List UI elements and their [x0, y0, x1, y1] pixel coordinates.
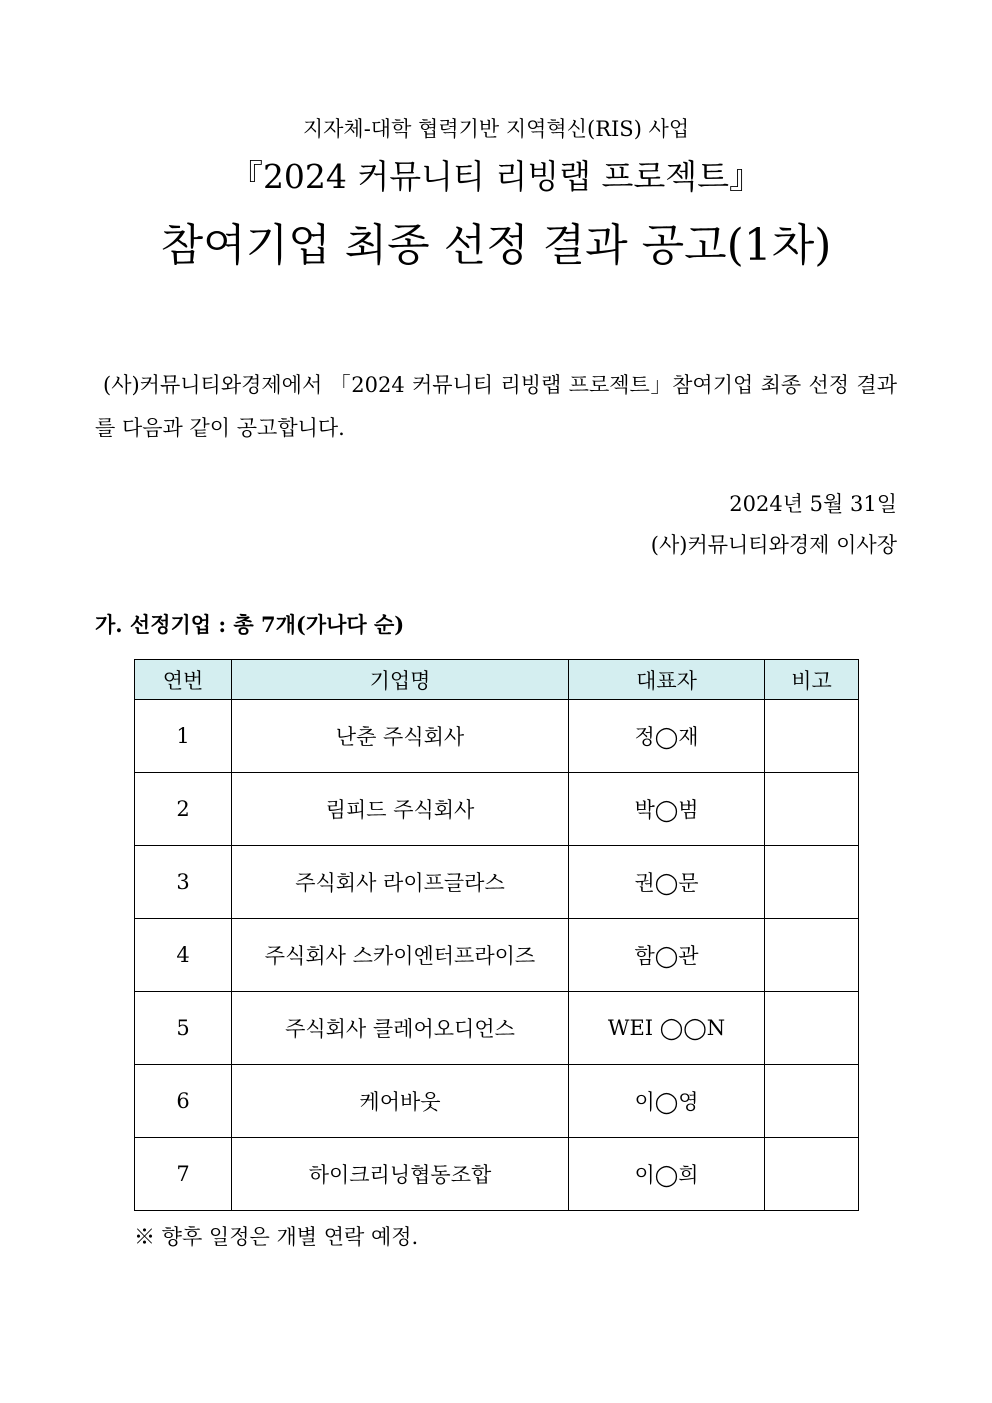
signer-title: (사)커뮤니티와경제 이사장 — [650, 533, 897, 557]
table-row — [135, 992, 859, 1065]
row-remark — [765, 919, 859, 992]
row-remark — [765, 1138, 859, 1211]
schedule-note: ※ 향후 일정은 개별 연락 예정. — [134, 1225, 419, 1249]
row-ceo: 권◯문 — [569, 846, 765, 919]
intro-paragraph: (사)커뮤니티와경제에서 「2024 커뮤니티 리빙랩 프로젝트」참여기업 최종 선정 결과를 다음과 같이 공고합니다. — [95, 373, 897, 440]
header-ceo: 대표자 — [569, 660, 765, 700]
table-header-row — [135, 660, 859, 700]
row-number: 1 — [135, 700, 232, 773]
table-row — [135, 846, 859, 919]
row-ceo: 정◯재 — [569, 700, 765, 773]
row-number: 4 — [135, 919, 232, 992]
row-company: 주식회사 라이프글라스 — [232, 846, 569, 919]
section-heading: 가. 선정기업 : 총 7개(가나다 순) — [95, 612, 405, 637]
row-company: 주식회사 스카이엔터프라이즈 — [232, 919, 569, 992]
row-remark — [765, 846, 859, 919]
row-number: 5 — [135, 992, 232, 1065]
row-ceo: 이◯희 — [569, 1138, 765, 1211]
header-company: 기업명 — [232, 660, 569, 700]
row-company: 케어바웃 — [232, 1065, 569, 1138]
row-company: 하이크리닝협동조합 — [232, 1138, 569, 1211]
row-company: 주식회사 클레어오디언스 — [232, 992, 569, 1065]
table-row — [135, 1138, 859, 1211]
row-remark — [765, 992, 859, 1065]
row-ceo: 함◯관 — [569, 919, 765, 992]
row-ceo: WEI ◯◯N — [569, 992, 765, 1065]
row-remark — [765, 700, 859, 773]
header-remark: 비고 — [765, 660, 859, 700]
selected-companies-table — [134, 659, 859, 1211]
project-title: 『2024 커뮤니티 리빙랩 프로젝트』 — [229, 157, 763, 196]
row-company: 난춘 주식회사 — [232, 700, 569, 773]
row-company: 림피드 주식회사 — [232, 773, 569, 846]
row-number: 7 — [135, 1138, 232, 1211]
row-number: 3 — [135, 846, 232, 919]
row-ceo: 이◯영 — [569, 1065, 765, 1138]
row-number: 6 — [135, 1065, 232, 1138]
table-row — [135, 1065, 859, 1138]
page-title: 참여기업 최종 선정 결과 공고(1차) — [160, 220, 832, 271]
announcement-date: 2024년 5월 31일 — [729, 492, 897, 516]
table-row — [135, 919, 859, 992]
row-remark — [765, 1065, 859, 1138]
header-number: 연번 — [135, 660, 232, 700]
program-subtitle: 지자체-대학 협력기반 지역혁신(RIS) 사업 — [302, 117, 690, 141]
table-row — [135, 700, 859, 773]
row-number: 2 — [135, 773, 232, 846]
row-ceo: 박◯범 — [569, 773, 765, 846]
table-row — [135, 773, 859, 846]
row-remark — [765, 773, 859, 846]
